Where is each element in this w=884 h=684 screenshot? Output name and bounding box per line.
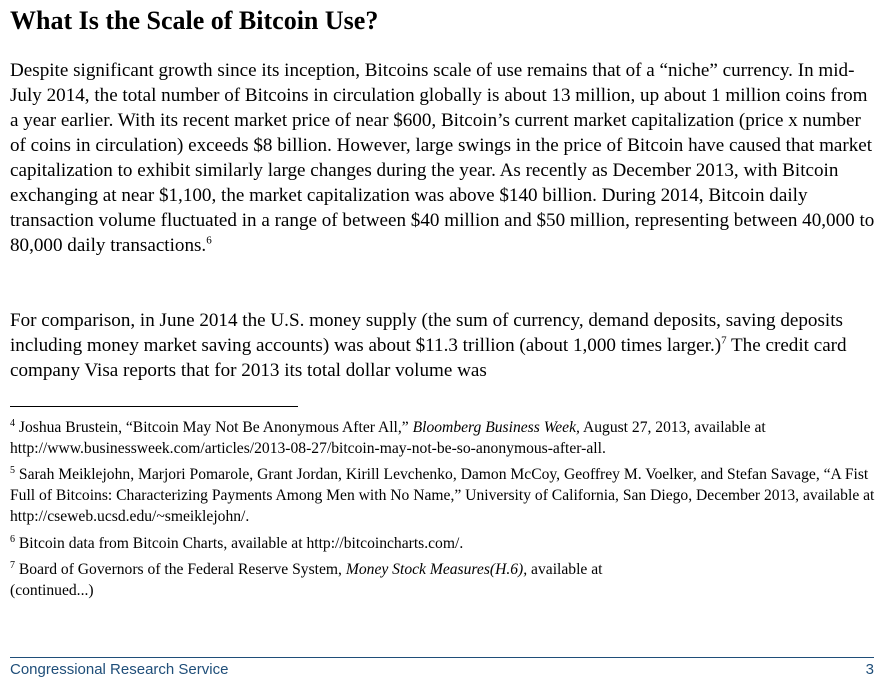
footer-divider xyxy=(10,657,874,658)
footnote-6 xyxy=(10,533,876,554)
footnote-4 xyxy=(10,417,876,459)
paragraph-2-text-b: The credit card company Visa reports that for 2013 its total dollar volume was xyxy=(10,335,847,381)
footnote-ref-6[interactable]: 6 xyxy=(206,234,212,247)
footnote-6-number: 6 xyxy=(10,533,15,545)
footnote-7-publication: Money Stock Measures(H.6), xyxy=(345,561,528,578)
page-number: 3 xyxy=(865,661,874,678)
footnote-6-text: Bitcoin data from Bitcoin Charts, available at http://bitcoincharts.com/. xyxy=(15,535,464,552)
footnote-7 xyxy=(10,559,876,601)
paragraph-2-text-a: For comparison, in June 2014 the U.S. money supply (the sum of currency, demand deposits, saving deposits including money market saving accounts) was about $11.3 trillion (about 1,000 times larger.) xyxy=(10,310,843,356)
body-paragraph-2 xyxy=(10,308,876,383)
footnote-7-number: 7 xyxy=(10,559,15,571)
section-heading: What Is the Scale of Bitcoin Use? xyxy=(10,6,379,35)
footnote-4-text-b: August 27, 2013, available at http://www.businessweek.com/articles/2013-08-27/bitcoin-may-not-be-so-anonymous-after-all. xyxy=(10,419,766,457)
body-paragraph-1 xyxy=(10,58,876,258)
footnote-continued-label: (continued...) xyxy=(10,582,94,599)
footnote-4-number: 4 xyxy=(10,417,15,429)
footnote-5-number: 5 xyxy=(10,464,15,476)
footer-source: Congressional Research Service xyxy=(10,661,229,678)
footnote-7-text-b: available at xyxy=(527,561,603,578)
footnote-4-publication: Bloomberg Business Week, xyxy=(412,419,580,436)
paragraph-1-text: Despite significant growth since its inception, Bitcoins scale of use remains that of a “niche” currency. In mid-July 2014, the total number of Bitcoins in circulation globally is about 13 million, up about 1 million coins from a year earlier. With its recent market price of near $600, Bitcoin’s current market capitalization (price x number of coins in circulation) exceeds $8 billion. However, large swings in the price of Bitcoin have caused that market capitalization to exhibit similarly large changes during the year. As recently as December 2013, with Bitcoin exchanging at near $1,100, the market capitalization was above $140 billion. During 2014, Bitcoin daily transaction volume fluctuated in a range of between $40 million and $50 million, representing between 40,000 to 80,000 daily transactions. xyxy=(10,60,875,256)
footnote-divider xyxy=(10,406,298,407)
footnote-5 xyxy=(10,464,876,527)
footnote-5-text: Sarah Meiklejohn, Marjori Pomarole, Grant Jordan, Kirill Levchenko, Damon McCoy, Geoffrey M. Voelker, and Stefan Savage, “A Fist Full of Bitcoins: Characterizing Payments Among Men with No Name,” University of California, San Diego, December 2013, available at http://cseweb.ucsd.edu/~smeiklejohn/. xyxy=(10,466,875,525)
footnote-7-text-a: Board of Governors of the Federal Reserve System, xyxy=(15,561,346,578)
footnote-4-text-a: Joshua Brustein, “Bitcoin May Not Be Anonymous After All,” xyxy=(15,419,413,436)
footnote-ref-7[interactable]: 7 xyxy=(721,334,727,347)
